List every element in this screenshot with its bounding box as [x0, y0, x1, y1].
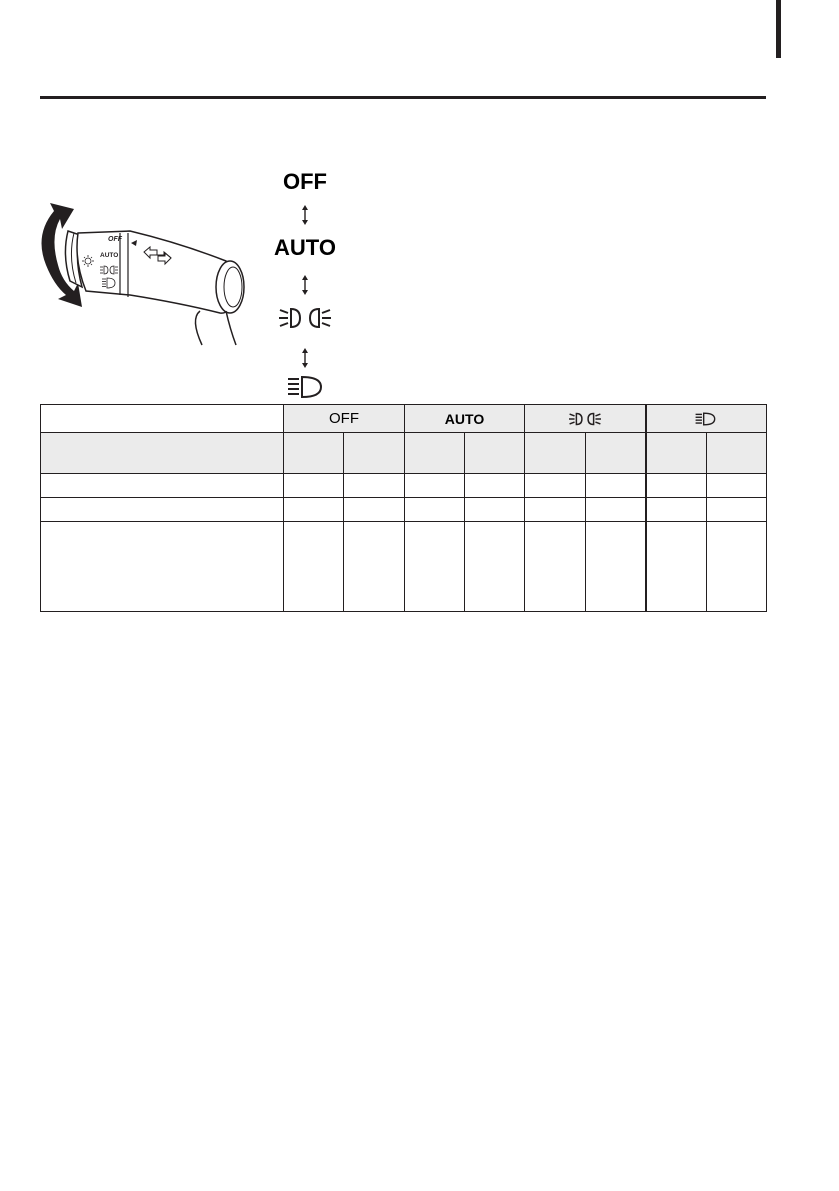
table-subheader-row	[41, 433, 767, 474]
light-status-table	[40, 404, 767, 612]
headlights-icon	[287, 375, 325, 399]
table-cell	[465, 522, 525, 612]
table-cell	[344, 474, 405, 498]
header-auto	[405, 405, 525, 433]
table-cell	[586, 433, 646, 474]
table-cell	[525, 498, 586, 522]
table-cell	[284, 433, 344, 474]
table-cell	[707, 474, 767, 498]
table-cell	[707, 433, 767, 474]
table-header-row	[41, 405, 767, 433]
page-edge-bar	[776, 0, 781, 58]
table-cell	[586, 522, 646, 612]
header-empty-cell	[41, 405, 284, 433]
position-off-label: OFF	[283, 169, 327, 194]
table-cell	[41, 522, 284, 612]
table-cell	[707, 522, 767, 612]
table-row	[41, 498, 767, 522]
table-cell	[646, 498, 707, 522]
table-cell	[525, 522, 586, 612]
table-cell	[525, 474, 586, 498]
table-cell	[646, 474, 707, 498]
table-cell	[465, 498, 525, 522]
header-rule	[40, 96, 766, 99]
table-cell	[707, 498, 767, 522]
table-cell	[405, 474, 465, 498]
table-cell	[41, 498, 284, 522]
table-row	[41, 474, 767, 498]
table-cell	[646, 433, 707, 474]
table-cell	[344, 498, 405, 522]
table-cell	[344, 522, 405, 612]
table-cell	[646, 522, 707, 612]
stalk-off-label: OFF	[108, 236, 122, 243]
position-auto-label: AUTO	[274, 235, 336, 260]
switch-position-sequence	[262, 165, 348, 395]
header-parking	[525, 405, 646, 433]
table-cell	[405, 498, 465, 522]
table-cell	[344, 433, 405, 474]
table-cell	[465, 433, 525, 474]
headlights-icon	[695, 412, 717, 426]
table-row	[41, 522, 767, 612]
table-cell	[525, 433, 586, 474]
headlight-switch-illustration	[30, 195, 260, 350]
table-cell	[405, 433, 465, 474]
table-cell	[586, 474, 646, 498]
table-cell	[284, 522, 344, 612]
table-cell	[405, 522, 465, 612]
table-cell	[284, 498, 344, 522]
table-cell	[586, 498, 646, 522]
up-down-arrow-icon	[299, 348, 311, 368]
parking-lights-icon	[278, 305, 332, 331]
up-down-arrow-icon	[299, 205, 311, 225]
header-off	[284, 405, 405, 433]
header-off-label: OFF	[329, 410, 359, 427]
stalk-auto-label: AUTO	[100, 252, 119, 259]
header-auto-label: AUTO	[444, 410, 485, 427]
parking-lights-icon	[568, 411, 602, 427]
table-cell	[284, 474, 344, 498]
table-cell	[41, 433, 284, 474]
table-cell	[41, 474, 284, 498]
up-down-arrow-icon	[299, 275, 311, 295]
header-headlights	[646, 405, 767, 433]
table-cell	[465, 474, 525, 498]
